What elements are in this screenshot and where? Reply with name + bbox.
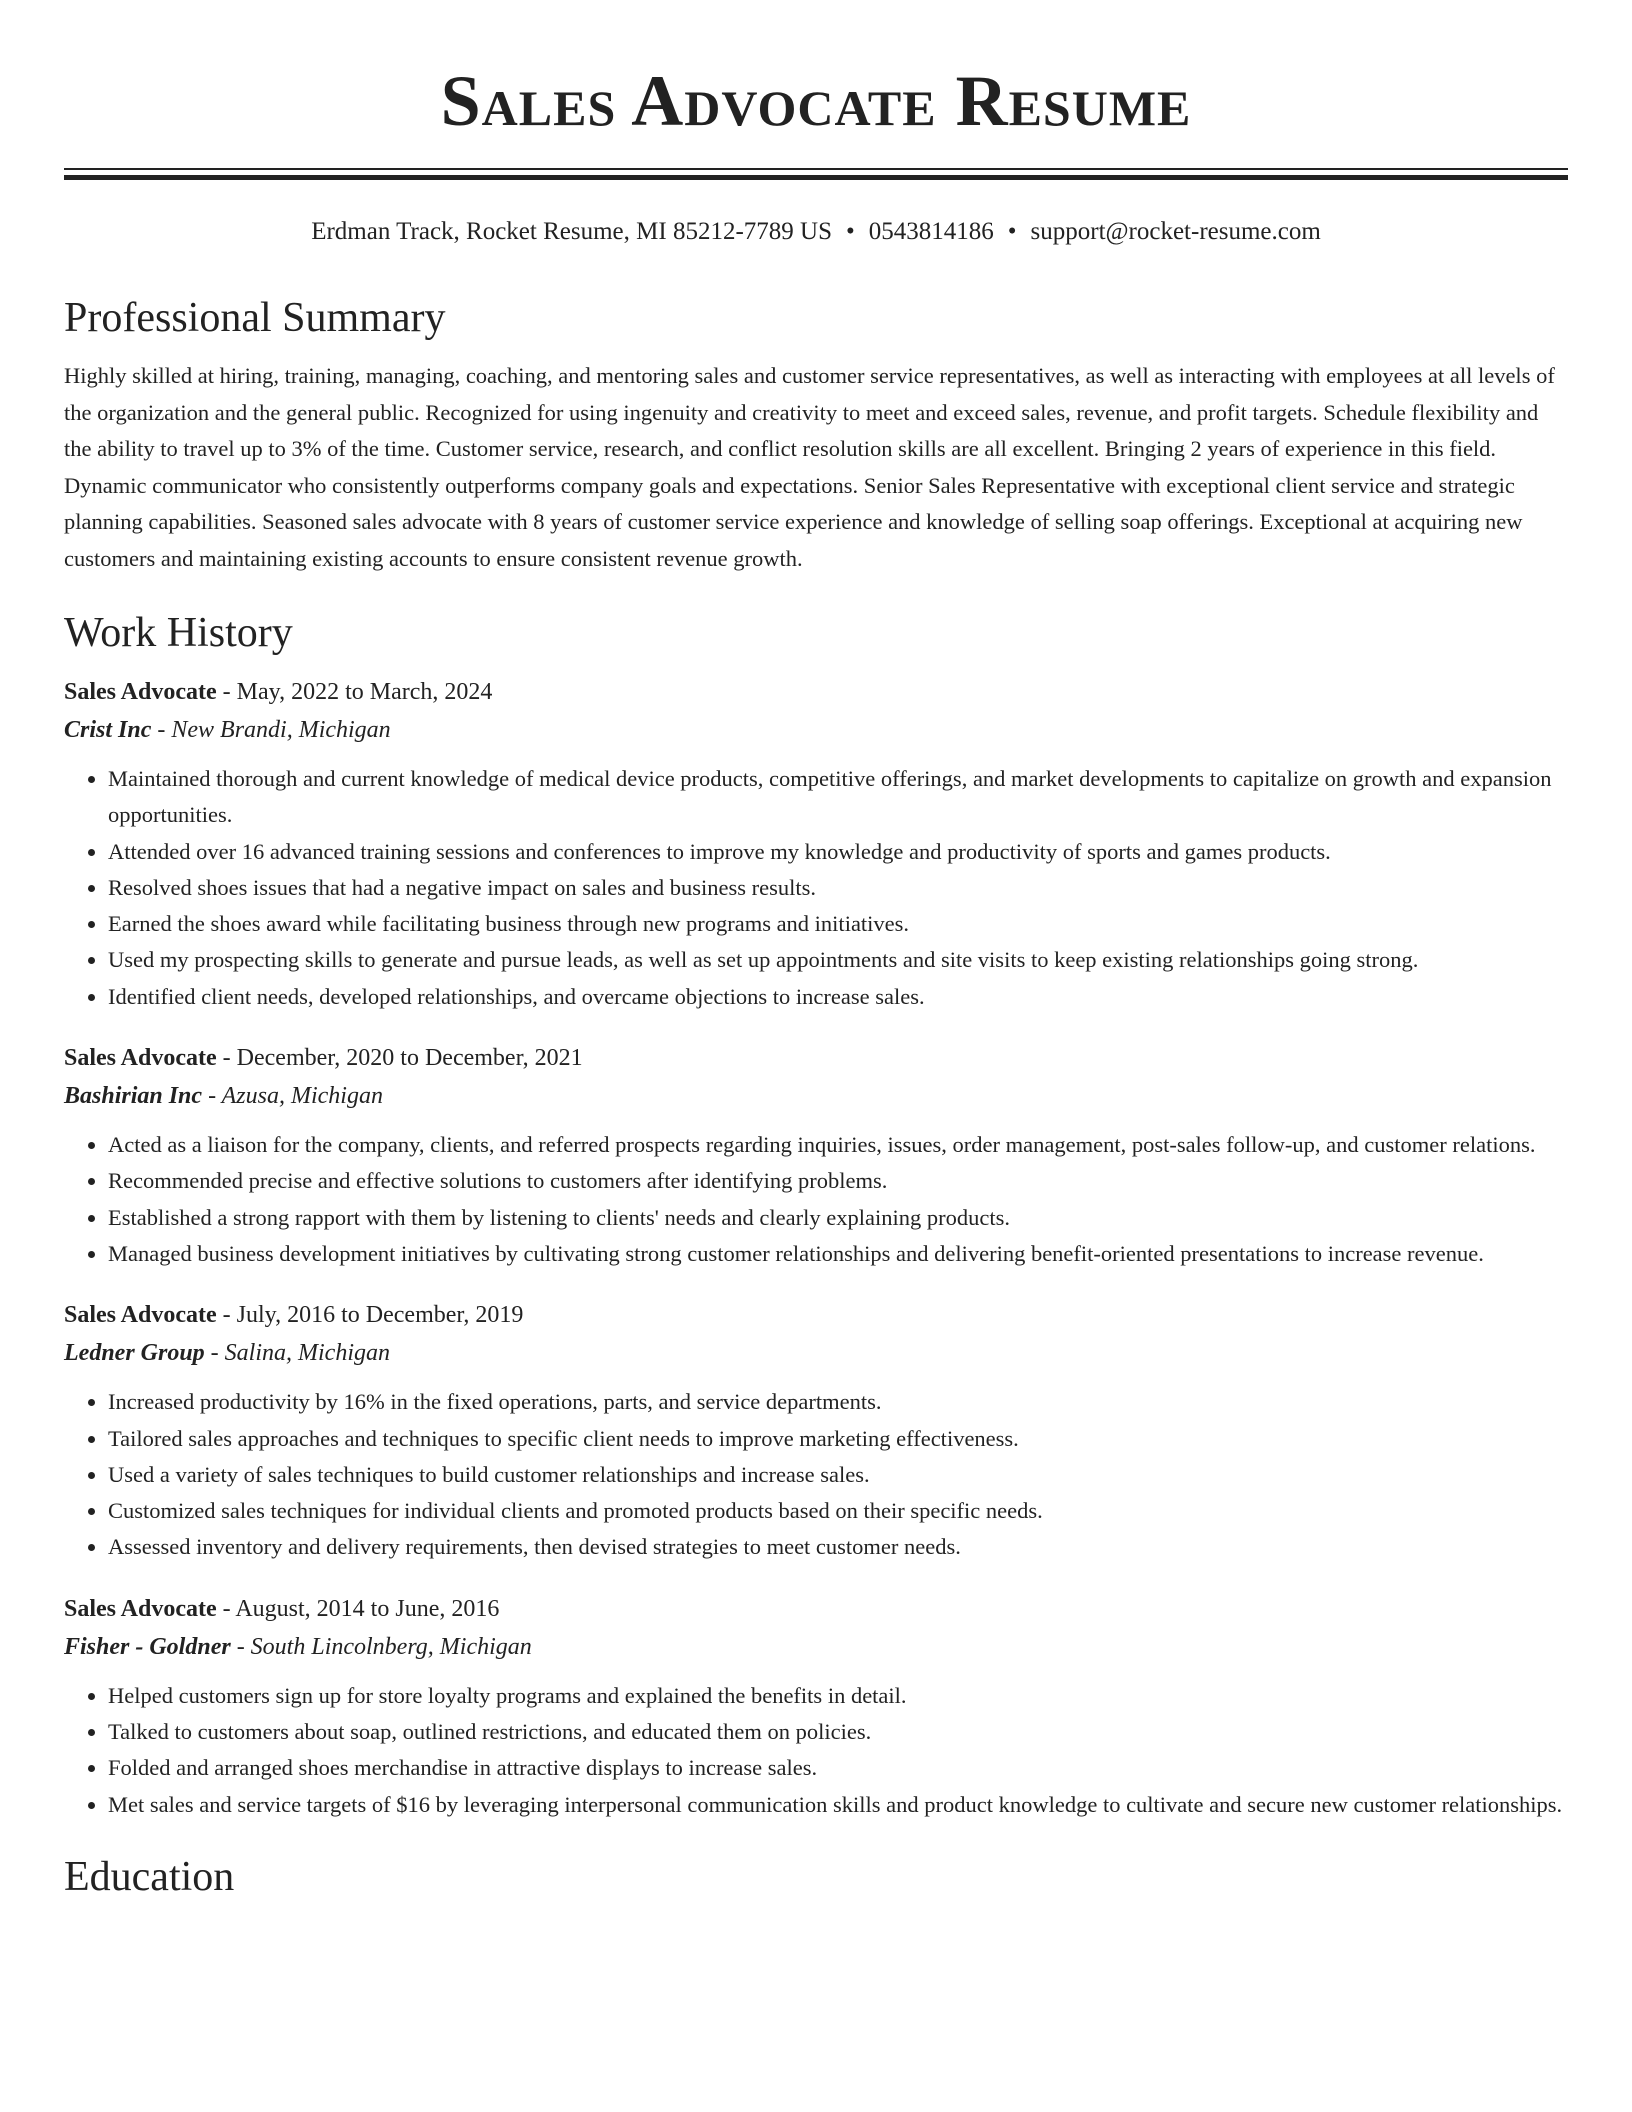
job-title: Sales Advocate (64, 1045, 217, 1072)
job-dates: - May, 2022 to March, 2024 (216, 679, 493, 705)
job-company: Fisher - Goldner (64, 1633, 231, 1660)
resume-content (64, 288, 1568, 1917)
contact-address: Erdman Track, Rocket Resume, MI 85212-7789 US (311, 218, 832, 245)
job-bullets (64, 1127, 1568, 1272)
job-location: - South Lincolnberg, Michigan (230, 1633, 532, 1660)
job-title: Sales Advocate (64, 679, 217, 705)
contact-line (0, 214, 1632, 250)
list-item: • Increased productivity by 16% in the fixed operations, parts, and service departments. (108, 1384, 1568, 1420)
job-title-line (64, 673, 1568, 711)
list-item: • Used a variety of sales techniques to build customer relationships and increase sales. (108, 1457, 1568, 1493)
job-title-line (64, 1296, 1568, 1334)
contact-separator: • (1007, 218, 1017, 245)
list-item: • Folded and arranged shoes merchandise in attractive displays to increase sales. (108, 1750, 1568, 1786)
job-company: Ledner Group (64, 1340, 205, 1367)
job-company-line (64, 1334, 1568, 1372)
list-item: • Acted as a liaison for the company, clients, and referred prospects regarding inquiries, issues, order management, post-sales follow-up, and customer relations. (108, 1127, 1568, 1163)
job-entry (64, 1296, 1568, 1565)
summary-section (64, 288, 1568, 577)
list-item: • Maintained thorough and current knowledge of medical device products, competitive offerings, and market developments to capitalize on growth and expansion opportunities. (108, 761, 1568, 834)
list-item: • Assessed inventory and delivery requirements, then devised strategies to meet customer needs. (108, 1529, 1568, 1565)
job-location: - Azusa, Michigan (202, 1083, 383, 1110)
job-location: - New Brandi, Michigan (151, 717, 391, 743)
job-company: Bashirian Inc (64, 1083, 203, 1110)
job-bullets (64, 1678, 1568, 1823)
summary-heading: Professional Summary (64, 295, 446, 341)
job-entry (64, 1590, 1568, 1823)
page-title: Sales Advocate Resume (440, 61, 1192, 141)
job-location: - Salina, Michigan (204, 1340, 390, 1367)
list-item: • Tailored sales approaches and techniques to specific client needs to improve marketing effectiveness. (108, 1421, 1568, 1457)
job-entry (64, 1039, 1568, 1272)
list-item: • Used my prospecting skills to generate and pursue leads, as well as set up appointments and site visits to keep existing relationships going strong. (108, 942, 1568, 978)
list-item: • Identified client needs, developed relationships, and overcame objections to increase sales. (108, 979, 1568, 1015)
contact-phone: 0543814186 (868, 218, 994, 245)
summary-text: Highly skilled at hiring, training, managing, coaching, and mentoring sales and customer service representatives, as well as interacting with employees at all levels of the organization and the general public. Recognized for using ingenuity and creativity to meet and exceed sales, revenue, and profit targets. Schedule flexibility and the ability to travel up to 3% of the time. Customer service, research, and conflict resolution skills are all excellent. Bringing 2 years of experience in this field. Dynamic communicator who consistently outperforms company goals and expectations. Senior Sales Representative with exceptional client service and strategic planning capabilities. Seasoned sales advocate with 8 years of customer service experience and knowledge of selling soap offerings. Exceptional at acquiring new customers and maintaining existing accounts to ensure consistent revenue growth. (64, 363, 1555, 571)
job-company-line (64, 711, 1568, 749)
list-item: • Recommended precise and effective solutions to customers after identifying problems. (108, 1163, 1568, 1199)
job-title: Sales Advocate (64, 1595, 217, 1622)
job-dates: - December, 2020 to December, 2021 (216, 1045, 583, 1072)
job-dates: - August, 2014 to June, 2016 (216, 1595, 500, 1622)
job-bullets (64, 1384, 1568, 1565)
list-item: • Met sales and service targets of $16 by leveraging interpersonal communication skills and product knowledge to cultivate and secure new customer relationships. (108, 1787, 1568, 1823)
title-divider-thin (64, 168, 1568, 170)
job-title-line (64, 1590, 1568, 1628)
education-heading: Education (64, 1853, 235, 1900)
list-item: • Established a strong rapport with them by listening to clients' needs and clearly explaining products. (108, 1200, 1568, 1236)
job-company: Crist Inc (64, 717, 152, 743)
list-item: • Customized sales techniques for individual clients and promoted products based on their specific needs. (108, 1493, 1568, 1529)
list-item: • Earned the shoes award while facilitating business through new programs and initiatives. (108, 906, 1568, 942)
job-company-line (64, 1628, 1568, 1666)
list-item: • Talked to customers about soap, outlined restrictions, and educated them on policies. (108, 1714, 1568, 1750)
list-item: • Helped customers sign up for store loyalty programs and explained the benefits in detail. (108, 1678, 1568, 1714)
list-item: • Attended over 16 advanced training sessions and conferences to improve my knowledge and productivity of sports and games products. (108, 834, 1568, 870)
education-section (64, 1847, 1568, 1907)
job-title-line (64, 1039, 1568, 1077)
contact-separator: • (845, 218, 855, 245)
contact-email: support@rocket-resume.com (1030, 218, 1321, 245)
job-title: Sales Advocate (64, 1302, 217, 1329)
list-item: • Managed business development initiatives by cultivating strong customer relationships and delivering benefit-oriented presentations to increase revenue. (108, 1236, 1568, 1272)
job-entry (64, 673, 1568, 1015)
work-history-section (64, 603, 1568, 1823)
list-item: • Resolved shoes issues that had a negative impact on sales and business results. (108, 870, 1568, 906)
job-company-line (64, 1077, 1568, 1115)
job-dates: - July, 2016 to December, 2019 (216, 1302, 524, 1329)
title-divider-thick (64, 175, 1568, 180)
work-history-heading: Work History (64, 610, 293, 656)
job-bullets (64, 761, 1568, 1015)
